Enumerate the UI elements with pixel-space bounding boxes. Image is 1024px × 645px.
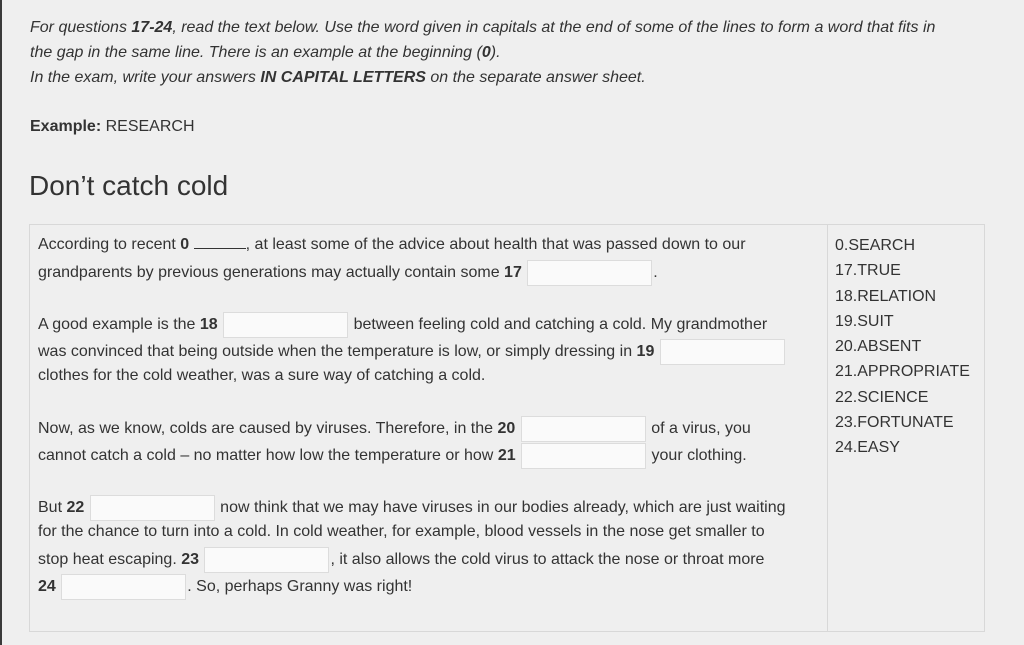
word-list-item: 22.SCIENCE xyxy=(835,388,929,406)
passage-line: cannot catch a cold – no matter how low the temperature or how 21 your clothing. xyxy=(38,443,747,469)
answer-input-21[interactable] xyxy=(521,443,646,469)
example-label: Example: xyxy=(30,118,102,135)
word-list xyxy=(835,233,970,461)
example xyxy=(30,116,195,138)
left-border xyxy=(0,0,2,645)
answer-input-23[interactable] xyxy=(204,547,329,573)
passage-line: for the chance to turn into a cold. In cold weather, for example, blood vessels in the nose get smaller to xyxy=(38,523,765,540)
word-list-item: 18.RELATION xyxy=(835,287,937,305)
answer-input-20[interactable] xyxy=(521,416,646,442)
passage-line: stop heat escaping. 23 , it also allows the cold virus to attack the nose or throat more xyxy=(38,547,764,573)
passage-line: But 22 now think that we may have viruses in our bodies already, which are just waiting xyxy=(38,495,786,521)
example-blank-0 xyxy=(194,234,246,249)
instructions xyxy=(30,15,1000,90)
instructions-line-2: the gap in the same line. There is an example at the beginning (0). xyxy=(30,44,501,61)
passage xyxy=(30,225,828,631)
passage-line: 24 . So, perhaps Granny was right! xyxy=(38,574,412,600)
example-value: RESEARCH xyxy=(101,118,195,135)
word-list-item: 17.TRUE xyxy=(835,262,901,280)
instructions-line-1: For questions 17-24, read the text below. Use the word given in capitals at the end of some of the lines to form a word that fits in xyxy=(30,19,936,36)
passage-line: A good example is the 18 between feeling cold and catching a cold. My grandmother xyxy=(38,312,767,338)
word-list-item: 24.EASY xyxy=(835,439,900,457)
answer-input-17[interactable] xyxy=(527,260,652,286)
word-list-item: 19.SUIT xyxy=(835,312,894,330)
answer-input-24[interactable] xyxy=(61,574,186,600)
task-table xyxy=(29,224,985,632)
answer-input-18[interactable] xyxy=(223,312,348,338)
word-list-item: 20.ABSENT xyxy=(835,338,922,356)
instructions-line-3: In the exam, write your answers IN CAPITAL LETTERS on the separate answer sheet. xyxy=(30,69,646,86)
answer-input-22[interactable] xyxy=(90,495,215,521)
word-list-item: 0.SEARCH xyxy=(835,237,916,254)
passage-line: Now, as we know, colds are caused by viruses. Therefore, in the 20 of a virus, you xyxy=(38,416,751,442)
answer-input-19[interactable] xyxy=(660,339,785,365)
passage-line: grandparents by previous generations may actually contain some 17 . xyxy=(38,260,658,286)
page-title: Don’t catch cold xyxy=(29,170,229,201)
passage-line: was convinced that being outside when the temperature is low, or simply dressing in 19 xyxy=(38,339,786,365)
passage-line: clothes for the cold weather, was a sure way of catching a cold. xyxy=(38,367,486,384)
word-list-item: 21.APPROPRIATE xyxy=(835,363,970,381)
word-list-item: 23.FORTUNATE xyxy=(835,414,954,432)
passage-line: According to recent 0 , at least some of the advice about health that was passed down to our xyxy=(38,236,746,253)
